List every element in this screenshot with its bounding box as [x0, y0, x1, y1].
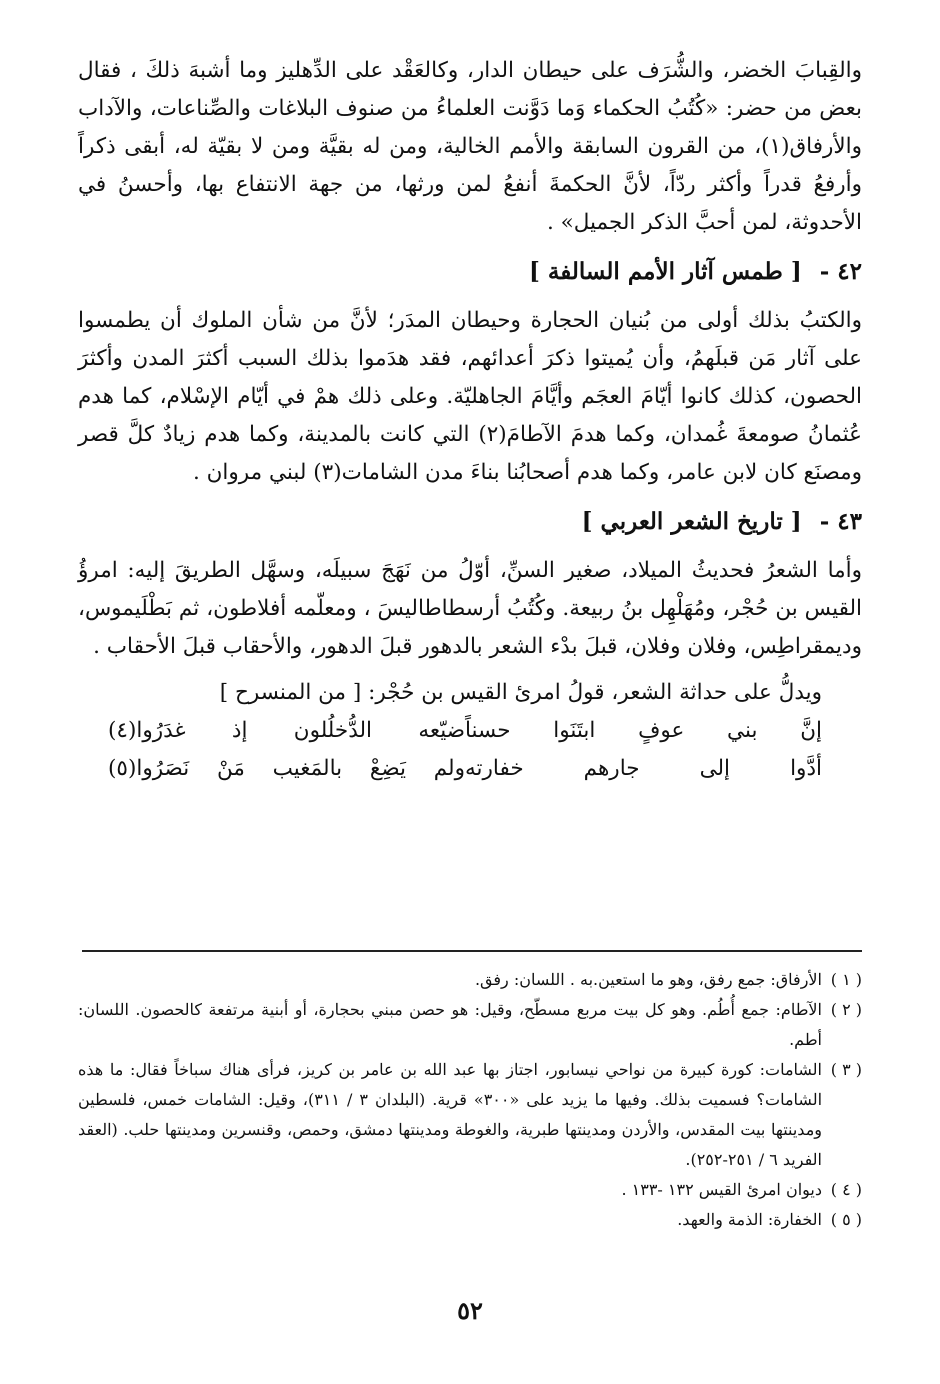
- footnote-text: الأرفاق: جمع رفق، وهو ما استعين.به . اللسان: رفق.: [474, 970, 822, 989]
- footnote-3: [78, 1055, 862, 1175]
- verse-1-second-hemistich: ضيّعه الدُّخلُلون إذ غدَرُوا(٤): [108, 718, 465, 743]
- section-42-title: [ طمس آثار الأمم السالفة ]: [529, 258, 802, 285]
- footnote-5: [78, 1205, 862, 1235]
- footnote-number: ( ٥ ): [830, 1210, 862, 1229]
- footnote-text: ديوان امرئ القيس ١٣٢ -١٣٣ .: [621, 1180, 822, 1199]
- footnote-number: ( ٢ ): [830, 1000, 862, 1019]
- section-43-number: ٤٣ -: [819, 508, 862, 535]
- verse-line-1: [108, 712, 862, 750]
- footnote-1: [78, 965, 862, 995]
- footnote-text: الآطام: جمع أُطُم. وهو كل بيت مربع مسطّح، وقيل: هو حصن مبني بحجارة، أو أبنية مرتفعة كالحصون. اللسان: أطم.: [78, 1000, 822, 1049]
- footnotes: [78, 965, 862, 1235]
- footnote-number: ( ٤ ): [830, 1180, 862, 1199]
- verse-line-2: [108, 750, 862, 788]
- verse-2-first-hemistich: أدَّوا إلى جارهم خفارته: [465, 756, 822, 781]
- footnote-number: ( ٣ ): [830, 1060, 862, 1079]
- verse-1-first-hemistich: إنَّ بني عوفٍ ابتَنَوا حسناً: [465, 718, 822, 743]
- footnote-4: [78, 1175, 862, 1205]
- footnote-divider: [82, 950, 862, 952]
- section-43-heading: [78, 502, 862, 542]
- footnote-number: ( ١ ): [830, 970, 862, 989]
- footnote-text: الخفارة: الذمة والعهد.: [677, 1210, 822, 1229]
- verse-2-second-hemistich: ولم يَضِعْ بالمَغيب مَنْ نَصَرُوا(٥): [108, 756, 465, 781]
- section-42-paragraph: والكتبُ بذلك أولى من بُنيان الحجارة وحيطان المدَر؛ لأنَّ من شأن الملوك أن يطمسوا على آثار مَن قبلَهمُ، وأن يُميتوا ذكرَ أعدائهم، فقد هدَموا بذلك السبب أكثرَ المدن وأكثرَ الحصون، كذلك كانوا أيّامَ العجَم وأيَّامَ الجاهليّة. وعلى ذلك همْ في أيّام الإسْلام، كما هدم عُثمانُ صومعةَ غُمدان، وكما هدمَ الآطامَ(٢) التي كانت بالمدينة، وكما هدم زيادٌ كلَّ قصر ومصنَع كان لابن عامر، وكما هدم أصحابُنا بناءَ مدن الشامات(٣) لبني مروان .: [78, 308, 862, 485]
- section-43-paragraph: وأما الشعرُ فحديثُ الميلاد، صغير السنِّ، أوّلُ من نَهَجَ سبيلَه، وسهَّل الطريقَ إليه: امرؤُ القيس بن حُجْر، ومُهَلْهِل بنُ ربيعة. وكُتُبُ أرسطاطاليسَ ، ومعلّمه أفلاطون، ثم بَطْلَيموس، وديمقراطِس، وفلان وفلان، قبلَ بدْء الشعر بالدهور قبلَ الدهور، والأحقاب قبلَ الأحقاب .: [78, 558, 862, 659]
- section-42-heading: [78, 252, 862, 292]
- page-number: ٥٢: [457, 1296, 483, 1325]
- footnote-text: الشامات: كورة كبيرة من نواحي نيسابور، اجتاز بها عبد الله بن عامر بن كريز، فرأى هناك سباخاً فقال: ما هذه الشامات؟ فسميت بذلك. وفيها ما يزيد على «٣٠٠» قرية. (البلدان ٣ / ٣١١)، وقيل: الشامات خمس، فلسطين ومدينتها بيت المقدس، والأردن ومدينتها طبرية، والغوطة ومدينتها دمشق، وحمص، وقنسرين ومدينتها حلب. (العقد الفريد ٦ / ٢٥١-٢٥٢).: [78, 1060, 823, 1169]
- footnote-2: [78, 995, 862, 1055]
- section-42-number: ٤٢ -: [819, 258, 862, 285]
- section-43-title: [ تاريخ الشعر العربي ]: [581, 508, 802, 535]
- intro-paragraph: والقِبابَ الخضر، والشُّرَف على حيطان الدار، وكالعَقْد على الدِّهليز وما أشبهَ ذلكَ ، فقال بعض من حضر: «كُتُبُ الحكماء وَما دَوَّنت العلماءُ من صنوف البلاغات والصِّناعات، والآداب والأرفاق(١)، من القرون السابقة والأمم الخالية، ومن له بقيَّة ومن لا بقيّة له، أبقى ذكراً وأرفعُ قدراً وأكثر ردّاً، لأنَّ الحكمةَ أنفعُ لمن ورثها، من جهة الانتفاع بها، وأحسنُ في الأحدوثة، لمن أحبَّ الذكر الجميل» .: [78, 58, 862, 235]
- page-body: [78, 52, 862, 788]
- verse-intro: ويدلُّ على حداثة الشعر، قولُ امرئ القيس بن حُجْر: [ من المنسرح ]: [219, 680, 822, 705]
